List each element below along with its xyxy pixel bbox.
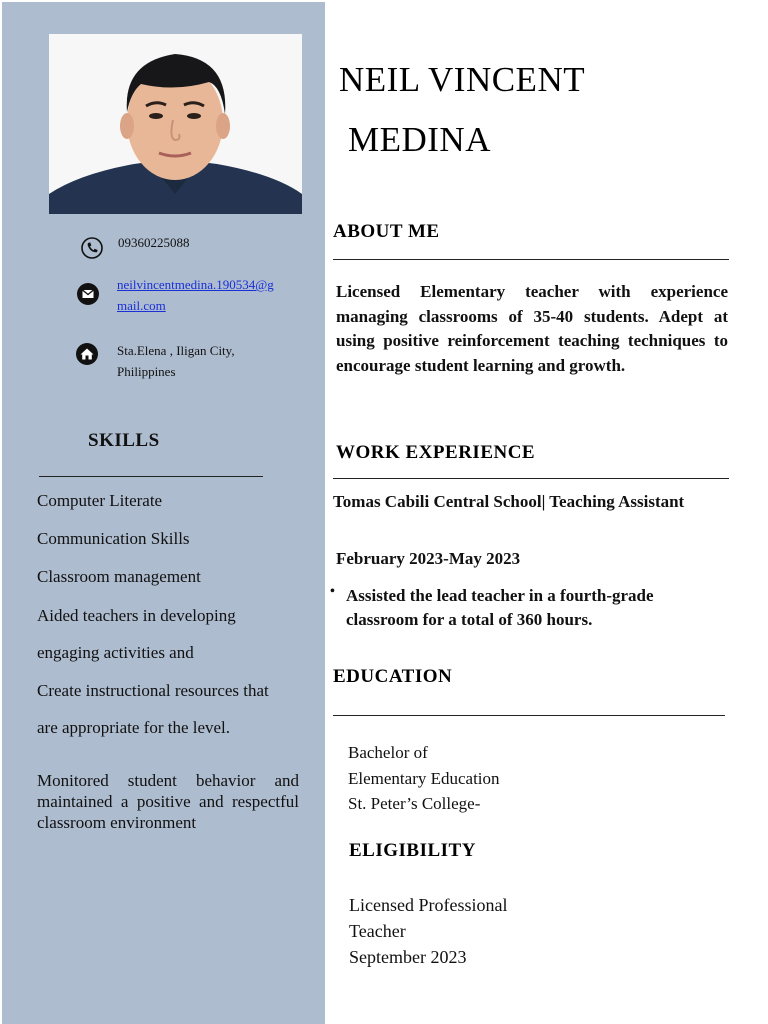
skills-divider: [39, 476, 263, 477]
bullet-dot: •: [330, 584, 335, 599]
eligibility-line: Licensed Professional: [349, 895, 508, 915]
skill-item: Computer Literate: [37, 491, 163, 510]
education-line: Elementary Education: [348, 768, 500, 788]
work-heading: WORK EXPERIENCE: [336, 442, 536, 463]
job-dates: February 2023-May 2023: [336, 549, 521, 568]
address-line-1: Sta.Elena , Iligan City,: [117, 343, 235, 358]
address: [117, 340, 235, 382]
profile-photo: [49, 34, 302, 214]
about-text: Licensed Elementary teacher with experience managing classrooms of 35-40 students. Adept at using positive reinforcement teaching techniques to encourage student learning and growth.: [336, 282, 728, 375]
profile-photo-image: [49, 34, 302, 214]
phone-number: 09360225088: [118, 235, 190, 250]
work-divider: [333, 478, 729, 479]
eligibility-heading: ELIGIBILITY: [349, 840, 476, 861]
phone-icon: [81, 237, 103, 259]
email-line-1[interactable]: neilvincentmedina.190534@g: [117, 277, 274, 292]
skill-item: Classroom management: [37, 567, 201, 586]
name-line-1: NEIL VINCENT: [339, 60, 586, 99]
education-line: St. Peter’s College-: [348, 794, 481, 813]
skill-item: are appropriate for the level.: [37, 718, 231, 737]
envelope-icon: [77, 283, 99, 305]
eligibility-line: Teacher: [349, 921, 406, 941]
education-details: [348, 740, 500, 817]
skill-item: Communication Skills: [37, 529, 190, 548]
education-heading: EDUCATION: [333, 666, 453, 687]
email-line-2[interactable]: mail.com: [117, 298, 166, 313]
home-icon: [76, 343, 98, 365]
eligibility-line: September 2023: [349, 947, 467, 967]
about-divider: [333, 259, 729, 260]
eligibility-details: [349, 892, 507, 970]
skill-item: engaging activities and: [37, 643, 194, 662]
address-line-2: Philippines: [117, 364, 176, 379]
education-divider: [333, 715, 725, 716]
skills-heading: SKILLS: [88, 430, 160, 451]
education-line: Bachelor of: [348, 743, 428, 762]
about-heading: ABOUT ME: [333, 221, 440, 242]
name-line-2: MEDINA: [348, 120, 491, 159]
job-title: Tomas Cabili Central School| Teaching Assistant: [333, 492, 685, 511]
skill-paragraph: Monitored student behavior and maintained a positive and respectful classroom environment: [37, 771, 299, 832]
email-link[interactable]: [117, 274, 274, 316]
job-bullet: Assisted the lead teacher in a fourth-grade classroom for a total of 360 hours.: [346, 586, 654, 629]
skill-item: Create instructional resources that: [37, 681, 269, 700]
skill-item: Aided teachers in developing: [37, 606, 236, 625]
